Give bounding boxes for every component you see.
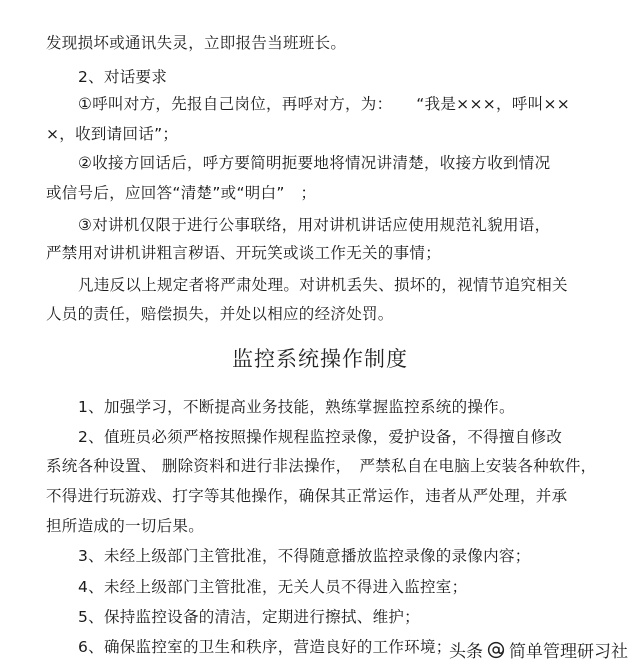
text-line: 严禁用对讲机讲粗言秽语、开玩笑或谈工作无关的事情； xyxy=(46,244,442,262)
rule-item: 3、未经上级部门主管批准，不得随意播放监控录像的录像内容； xyxy=(78,547,531,565)
at-sign-icon xyxy=(487,641,505,659)
text-line: ③对讲机仅限于进行公事联络，用对讲机讲话应使用规范礼貌用语， xyxy=(78,216,551,234)
section-title: 监控系统操作制度 xyxy=(232,347,408,371)
rule-item: 4、未经上级部门主管批准，无关人员不得进入监控室； xyxy=(78,578,468,596)
rule-item-continuation: 不得进行玩游戏、打字等其他操作，确保其正常运作，违者从严处理，并承 xyxy=(46,487,568,505)
text-line: 或信号后，应回答“清楚”或“明白” ； xyxy=(46,184,317,202)
text-line: ①呼叫对方，先报自己岗位，再呼对方，为： “我是×××，呼叫×× xyxy=(78,95,571,113)
rule-item-continuation: 担所造成的一切后果。 xyxy=(46,517,205,535)
rule-item: 6、确保监控室的卫生和秩序，营造良好的工作环境； xyxy=(78,638,452,656)
rule-item: 5、保持监控设备的清洁，定期进行擦拭、维护； xyxy=(78,608,420,626)
text-line: 凡违反以上规定者将严肃处理。对讲机丢失、损坏的，视情节追究相关 xyxy=(78,276,568,294)
watermark-prefix: 头条 xyxy=(449,642,483,662)
rule-item-continuation: 系统各种设置、 删除资料和进行非法操作， 严禁私自在电脑上安装各种软件， xyxy=(46,457,597,475)
text-line: 发现损坏或通讯失灵，立即报告当班班长。 xyxy=(46,34,347,52)
subheading: 2、对话要求 xyxy=(78,68,168,86)
text-line: ×，收到请回话”； xyxy=(46,125,179,143)
watermark-handle: 简单管理研习社 xyxy=(509,642,628,662)
watermark xyxy=(449,637,628,662)
text-line: ②收接方回话后，呼方要简明扼要地将情况讲清楚，收接方收到情况 xyxy=(78,154,551,172)
rule-item: 2、值班员必须严格按照操作规程监控录像，爱护设备，不得擅自修改 xyxy=(78,428,563,446)
rule-item: 1、加强学习，不断提高业务技能，熟练掌握监控系统的操作。 xyxy=(78,398,515,416)
text-line: 人员的责任，赔偿损失，并处以相应的经济处罚。 xyxy=(46,305,394,323)
